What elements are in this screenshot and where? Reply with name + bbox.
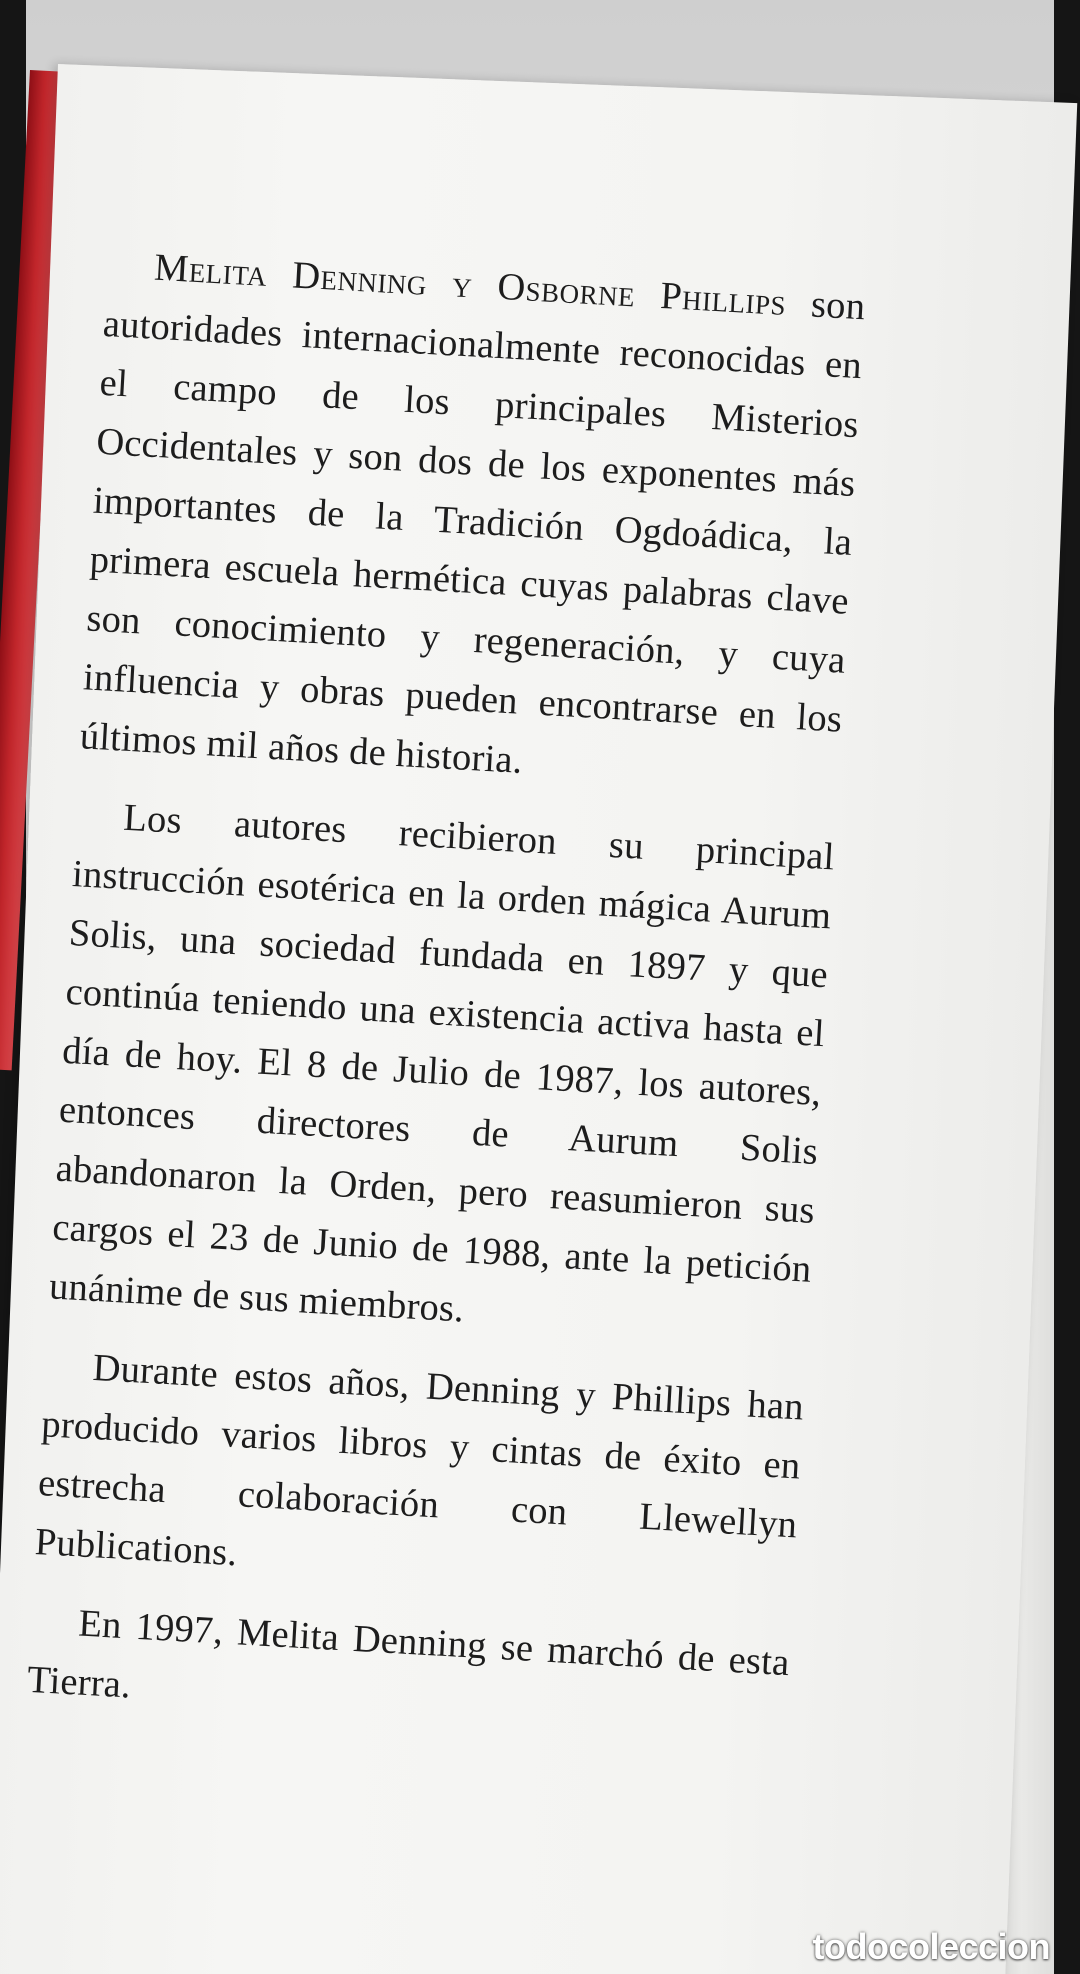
author-names: Melita Denning y Osborne Phillips xyxy=(153,246,788,324)
paragraph-publications: Durante estos años, Denning y Phillips han producido varios libros y cintas de éxito en estrecha colaboración con Llewellyn Publications. xyxy=(33,1346,805,1575)
paragraph-1-text: son autoridades internacionalmente reconocidas en el campo de los principales Misterios Occidentales y son dos de los exponentes más importantes de la Tradición Ogdoádica, la primera escuela hermética cuyas palabras clave son conocimiento y regeneración, y cuya influencia y obras pueden encontrarse en los últimos mil años de historia. xyxy=(78,283,867,782)
paragraph-instruction: Los autores recibieron su principal instrucción esotérica en la orden mágica Aurum Solis, una sociedad fundada en 1897 y que continúa teniendo una existencia activa hasta el día de hoy. El 8 de Julio de 1987, los autores, entonces directores de Aurum Solis abandonaron la Orden, pero reasumieron sus cargos el 23 de Junio de 1988, ante la petición unánime de sus miembros. xyxy=(48,796,836,1331)
paragraph-authors xyxy=(78,236,866,809)
paragraph-death: En 1997, Melita Denning se marchó de esta Tierra. xyxy=(26,1602,791,1707)
author-bio-text xyxy=(24,236,866,1772)
todocoleccion-watermark: todocoleccion xyxy=(812,1926,1050,1967)
